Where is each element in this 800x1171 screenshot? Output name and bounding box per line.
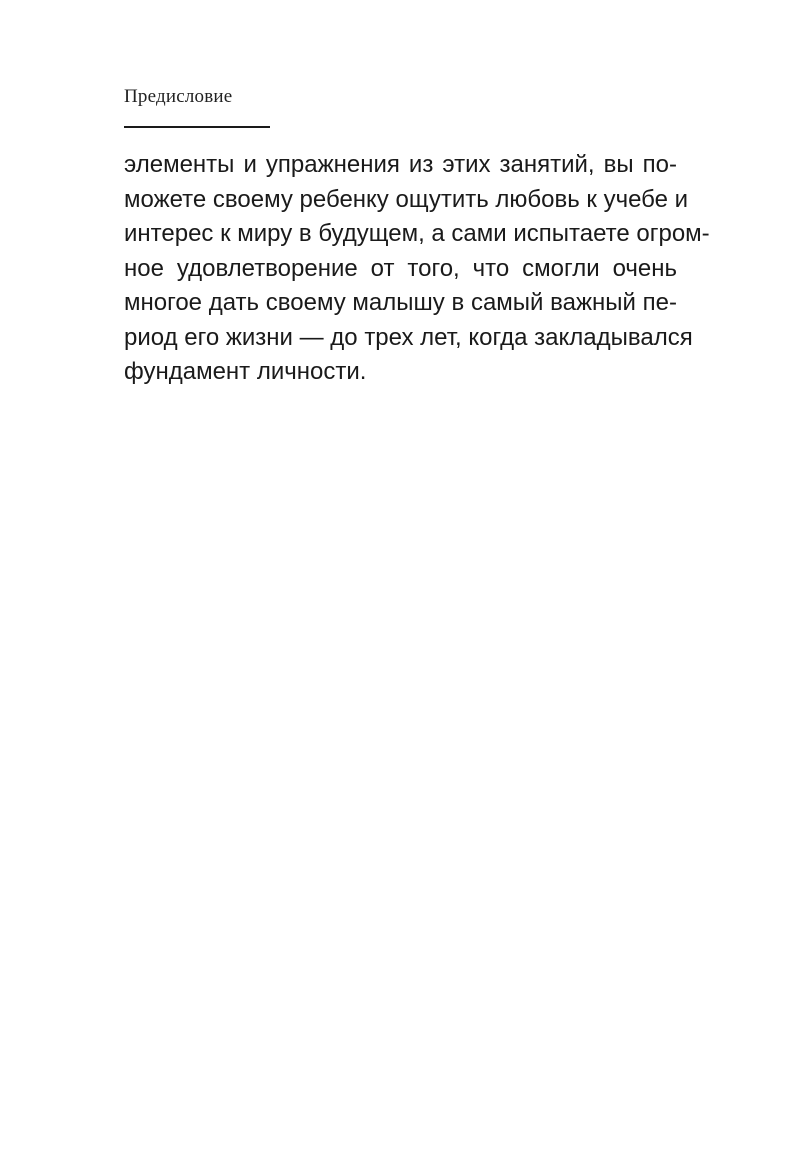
running-head-rule	[124, 126, 270, 128]
paragraph-line: фундамент личности.	[124, 358, 367, 385]
paragraph-line: можете своему ребенку ощутить любовь к учебе и	[124, 185, 689, 213]
paragraph-line: многое дать своему малышу в самый важный пе-	[124, 289, 677, 316]
running-head: Предисловие	[124, 86, 233, 107]
paragraph-line: элементы и упражнения из этих занятий, вы по-	[124, 151, 677, 178]
body-paragraph	[124, 148, 710, 390]
paragraph-line: интерес к миру в будущем, а сами испытаете огром-	[124, 220, 710, 247]
paragraph-line: риод его жизни — до трех лет, когда закладывался	[124, 323, 693, 351]
paragraph-line: ное удовлетворение от того, что смогли очень	[124, 254, 677, 282]
